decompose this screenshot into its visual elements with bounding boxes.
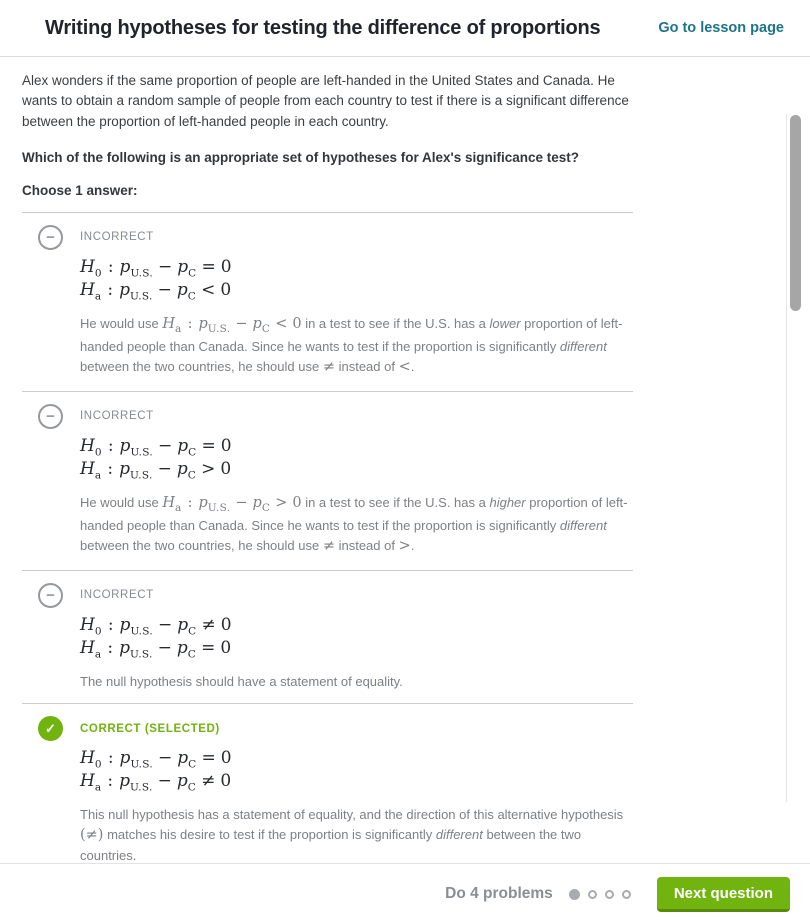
inline-math: $H_a$ : $p_{U.S.} - p_C < 0$ — [162, 315, 302, 335]
null-hypothesis: $H_0$ : $p_{U.S.} - p_C = 0$ — [80, 748, 232, 771]
page-title: Writing hypotheses for testing the difference of proportions — [45, 16, 601, 39]
footer-bar — [0, 863, 810, 924]
progress-dot — [588, 890, 597, 899]
choice-head — [38, 583, 634, 608]
do-problems-label: Do 4 problems — [445, 885, 553, 902]
progress-dot — [569, 889, 580, 900]
alt-hypothesis: $H_a$ : $p_{U.S.} - p_C < 0$ — [80, 279, 232, 303]
alt-hypothesis: $H_a$ : $p_{U.S.} - p_C \ne 0$ — [80, 771, 232, 794]
null-hypothesis: $H_0$ : $p_{U.S.} - p_C = 0$ — [80, 256, 232, 280]
choice-head — [38, 404, 634, 429]
question-prompt: Which of the following is an appropriate set of hypotheses for Alex's significance test? — [22, 149, 580, 165]
status-badge: INCORRECT — [80, 410, 154, 423]
status-badge: INCORRECT — [80, 589, 154, 602]
question-scroll-area — [0, 57, 810, 863]
hypotheses — [80, 747, 634, 793]
choice-explanation: This null hypothesis has a statement of equality, and the direction of this alternative hypothesis (≠) matches his desire to test if the proportion is significantly different between the two countries. — [80, 807, 624, 863]
progress-dots — [569, 889, 631, 900]
scrollbar-track[interactable] — [786, 114, 804, 802]
question-content — [0, 57, 634, 863]
hypotheses — [80, 614, 634, 660]
choice-head — [38, 225, 634, 250]
progress-dot — [605, 890, 614, 899]
choice-head — [38, 716, 634, 741]
scrollbar-thumb[interactable] — [790, 115, 801, 311]
alt-hypothesis: $H_a$ : $p_{U.S.} - p_C > 0$ — [80, 458, 232, 482]
choice-explanation: He would use $H_a$ : $p_{U.S.} - p_C > 0$ in a test to see if the U.S. has a higher proportion of left-handed people than Canada. Since he wants to test if the proportion is significantly different between the two countries, he should use ≠ instead of >. — [80, 494, 628, 554]
null-hypothesis: $H_0$ : $p_{U.S.} - p_C = 0$ — [80, 435, 232, 459]
status-badge: CORRECT (SELECTED) — [80, 722, 220, 735]
header — [0, 0, 810, 57]
question-intro: Alex wonders if the same proportion of people are left-handed in the United States and Canada. He wants to obtain a random sample of people from each country to test if there is a significant difference between the proportion of left-handed people in each country. — [22, 73, 629, 129]
hypotheses — [80, 435, 634, 481]
hypotheses — [80, 256, 634, 302]
incorrect-icon[interactable]: − — [38, 583, 63, 608]
choice-explanation: He would use $H_a$ : $p_{U.S.} - p_C < 0$ in a test to see if the U.S. has a lower proportion of left-handed people than Canada. Since he wants to test if the proportion is significantly different between the two countries, he should use ≠ instead of <. — [80, 315, 623, 375]
status-badge: INCORRECT — [80, 231, 154, 244]
go-to-lesson-link[interactable]: Go to lesson page — [658, 20, 784, 36]
correct-check-icon[interactable]: ✓ — [38, 716, 63, 741]
answer-choice-3[interactable] — [22, 571, 634, 704]
incorrect-icon[interactable]: − — [38, 225, 63, 250]
answer-choice-2[interactable] — [22, 392, 634, 570]
incorrect-icon[interactable]: − — [38, 404, 63, 429]
alt-hypothesis: $H_a$ : $p_{U.S.} - p_C = 0$ — [80, 637, 232, 660]
choice-explanation: The null hypothesis should have a statement of equality. — [80, 673, 403, 689]
null-hypothesis: $H_0$ : $p_{U.S.} - p_C \ne 0$ — [80, 614, 232, 637]
progress-dot — [622, 890, 631, 899]
answer-choice-1[interactable] — [22, 213, 634, 391]
choose-answer-label: Choose 1 answer: — [22, 182, 138, 198]
next-question-button[interactable]: Next question — [657, 877, 790, 912]
answer-choice-4[interactable] — [22, 704, 634, 863]
inline-math: $H_a$ : $p_{U.S.} - p_C > 0$ — [162, 494, 302, 514]
